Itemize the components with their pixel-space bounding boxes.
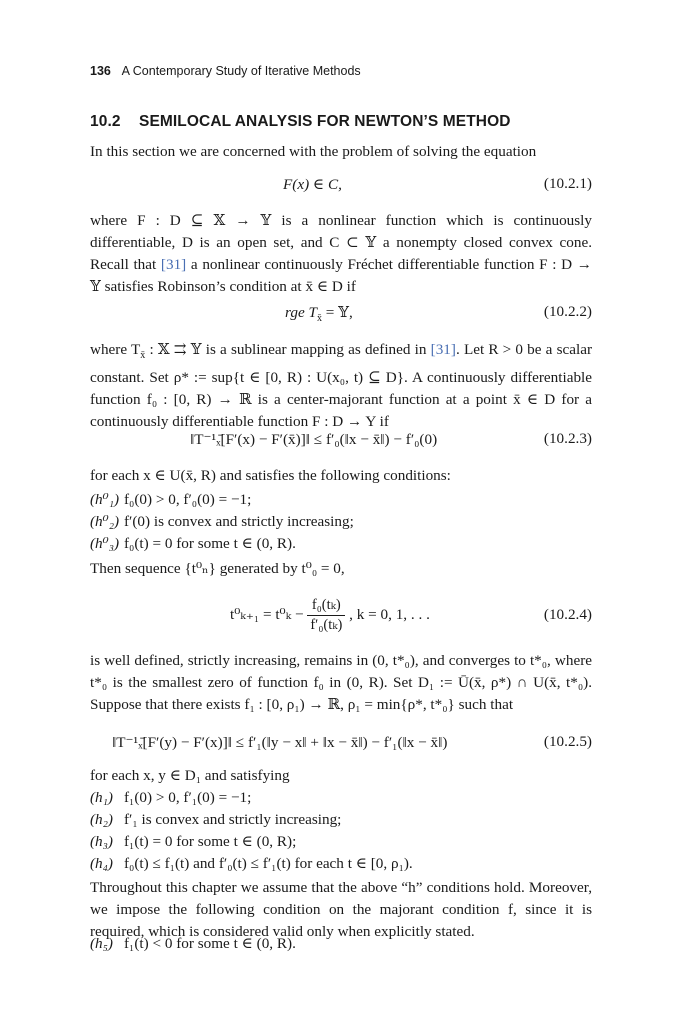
equation-10-2-3 bbox=[90, 430, 592, 456]
paragraph-text: : 𝕏 ⇉ 𝕐 is a sublinear mapping as defined in bbox=[145, 341, 431, 358]
condition-text: f′₁ is convex and strictly increasing; bbox=[124, 811, 342, 828]
paragraph-text: a nonlinear continuously Fréchet differentiable function F : D → 𝕐 satisfies Robinson’s condition at x̄ ∈ D if bbox=[90, 256, 592, 295]
equation-body: F(x) ∈ C, bbox=[283, 176, 342, 193]
condition-text: f′(0) is convex and strictly increasing; bbox=[124, 513, 354, 530]
fraction-denominator: f′₀(tₖ) bbox=[310, 617, 343, 633]
equation-tag: (10.2.3) bbox=[543, 430, 592, 447]
section-heading bbox=[90, 113, 511, 131]
paragraph-robinson bbox=[90, 210, 592, 298]
equation-tag: (10.2.5) bbox=[543, 733, 592, 750]
condition-text: f₀(t) = 0 for some t ∈ (0, R). bbox=[124, 535, 296, 552]
condition-h3 bbox=[90, 831, 592, 853]
equation-10-2-1 bbox=[90, 175, 592, 201]
equation-fraction bbox=[307, 596, 345, 635]
equation-10-2-2 bbox=[90, 303, 592, 329]
paragraph-assumptions: Throughout this chapter we assume that the above “h” conditions hold. Moreover, we impose the following condition on the majorant condition f, since it is required, which is considered valid only when explicitly stated. bbox=[90, 879, 592, 940]
condition-label: (h₅) bbox=[90, 935, 113, 952]
paragraph-text: where F : D ⊆ 𝕏 → 𝕐 is a nonlinear function which is continuously differentiable, D is an open set, and C ⊂ 𝕐 a nonempty closed convex cone. Recall that bbox=[90, 212, 592, 273]
condition-text: f₁(0) > 0, f′₁(0) = −1; bbox=[124, 789, 252, 806]
condition-text: f₁(t) < 0 for some t ∈ (0, R). bbox=[124, 935, 296, 952]
equation-body: ‖T⁻¹ₓ̄[F′(x) − F′(x̄)]‖ ≤ f′₀(‖x − x̄‖) − f′₀(0) bbox=[190, 431, 438, 448]
condition-text: f₀(0) > 0, f′₀(0) = −1; bbox=[124, 491, 252, 508]
condition-h0-3 bbox=[90, 533, 592, 555]
page-number: 136 bbox=[90, 64, 111, 78]
equation-rhs: , k = 0, 1, . . . bbox=[349, 605, 430, 623]
book-title: A Contemporary Study of Iterative Methods bbox=[121, 64, 361, 78]
condition-h1 bbox=[90, 787, 592, 809]
equation-lhs: t⁰ₖ₊₁ = t⁰ₖ − bbox=[230, 605, 304, 623]
condition-label: (h₃) bbox=[90, 833, 113, 850]
running-head bbox=[90, 64, 361, 78]
intro-paragraph: In this section we are concerned with the problem of solving the equation bbox=[90, 143, 537, 160]
condition-text: f₁(t) = 0 for some t ∈ (0, R); bbox=[124, 833, 297, 850]
equation-body: rge T bbox=[285, 304, 317, 321]
paragraph-satisfying: for each x, y ∈ D₁ and satisfying bbox=[90, 767, 290, 784]
condition-h0-1 bbox=[90, 489, 592, 511]
condition-h2 bbox=[90, 809, 592, 831]
condition-label: (h₄) bbox=[90, 855, 113, 872]
equation-body: ‖T⁻¹ₓ̄[F′(y) − F′(x)]‖ ≤ f′₁(‖y − x‖ + ‖x − x̄‖) − f′₁(‖x − x̄‖) bbox=[112, 734, 448, 751]
paragraph-convergence: is well defined, strictly increasing, remains in (0, t*₀), and converges to t*₀, where t*₀ is the smallest zero of function f₀ in (0, R). Set D₁ := Ū(x̄, ρ*) ∩ U(x̄, t*₀). Suppose that there exists f₁ : [0, ρ₁) → ℝ, ρ₁ = min{ρ*, t*₀} such that bbox=[90, 652, 592, 713]
paragraph-text: where T bbox=[90, 341, 141, 358]
equation-tag: (10.2.1) bbox=[543, 175, 592, 192]
paragraph-sequence: Then sequence {t⁰ₙ} generated by t⁰₀ = 0, bbox=[90, 560, 345, 577]
equation-10-2-5 bbox=[90, 733, 592, 759]
subscript: x̄ bbox=[140, 350, 146, 362]
paragraph-text: . Let R > 0 be a scalar constant. Set ρ* := sup{t ∈ [0, R) : U(x₀, t) ⊆ D}. A continuously differentiable function f₀ : [0, R) → ℝ is a center-majorant function at a point x̄ ∈ D for a continuously differentiable function F : D → Y if bbox=[90, 341, 593, 431]
condition-h0-2 bbox=[90, 511, 592, 533]
section-title: SEMILOCAL ANALYSIS FOR NEWTON’S METHOD bbox=[139, 113, 511, 130]
condition-h4 bbox=[90, 853, 592, 875]
equation-tag: (10.2.2) bbox=[543, 303, 592, 320]
citation-link[interactable]: [31] bbox=[160, 256, 187, 273]
condition-label: (h₂) bbox=[90, 811, 113, 828]
paragraph-conditions-intro: for each x ∈ U(x̄, R) and satisfies the following conditions: bbox=[90, 467, 451, 484]
condition-h5 bbox=[90, 933, 592, 955]
equation-10-2-4 bbox=[90, 596, 592, 640]
citation-link[interactable]: [31] bbox=[430, 341, 456, 358]
paragraph-sublinear bbox=[90, 339, 592, 433]
fraction-numerator: f₀(tₖ) bbox=[307, 596, 345, 616]
condition-label: (h₁) bbox=[90, 789, 113, 806]
equation-subscript: x̄ bbox=[316, 313, 322, 325]
condition-label: (h⁰₁) bbox=[90, 491, 120, 508]
condition-label: (h⁰₂) bbox=[90, 513, 120, 530]
condition-label: (h⁰₃) bbox=[90, 535, 120, 552]
section-number: 10.2 bbox=[90, 113, 121, 130]
equation-tag: (10.2.4) bbox=[543, 606, 592, 623]
condition-text: f₀(t) ≤ f₁(t) and f′₀(t) ≤ f′₁(t) for each t ∈ [0, ρ₁). bbox=[124, 855, 413, 872]
equation-rest: = 𝕐, bbox=[321, 304, 353, 321]
